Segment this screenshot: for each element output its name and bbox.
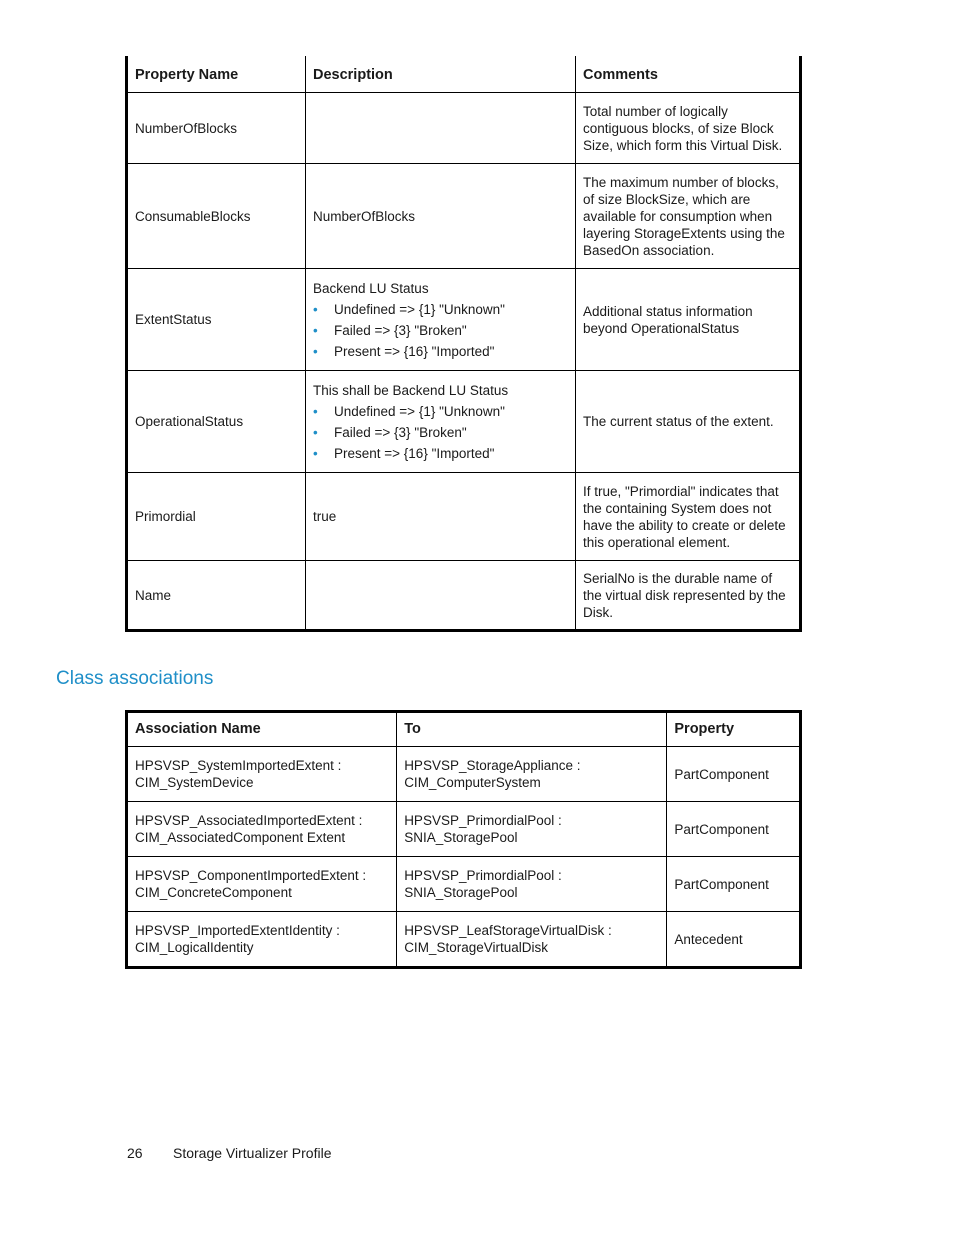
to-cell: HPSVSP_StorageAppliance : CIM_ComputerSystem xyxy=(397,747,667,802)
header-description: Description xyxy=(306,56,576,93)
to-cell: HPSVSP_PrimordialPool : SNIA_StoragePool xyxy=(397,857,667,912)
bullet-icon: • xyxy=(313,322,318,338)
bullet-icon: • xyxy=(313,424,318,440)
page-footer xyxy=(127,1145,331,1161)
section-heading: Class associations xyxy=(56,668,214,689)
comments-cell: Total number of logically contiguous blocks, of size Block Size, which form this Virtual Disk. xyxy=(576,93,801,164)
comments-cell: If true, "Primordial" indicates that the containing System does not have the ability to create or delete this operational element. xyxy=(576,473,801,561)
to-cell: HPSVSP_LeafStorageVirtualDisk : CIM_StorageVirtualDisk xyxy=(397,912,667,968)
property-name-cell: Name xyxy=(127,561,306,631)
property-cell: PartComponent xyxy=(667,802,801,857)
properties-header-row xyxy=(127,56,801,93)
association-name-cell: HPSVSP_SystemImportedExtent : CIM_SystemDevice xyxy=(127,747,397,802)
header-property-name: Property Name xyxy=(127,56,306,93)
table-row xyxy=(127,802,801,857)
property-cell: PartComponent xyxy=(667,747,801,802)
comments-cell: The current status of the extent. xyxy=(576,371,801,473)
list-item-text: Present => {16} "Imported" xyxy=(334,343,495,359)
comments-cell: SerialNo is the durable name of the virtual disk represented by the Disk. xyxy=(576,561,801,631)
description-cell: true xyxy=(306,473,576,561)
bullet-icon: • xyxy=(313,301,318,317)
list-item xyxy=(313,343,568,360)
description-cell: NumberOfBlocks xyxy=(306,164,576,269)
list-item-text: Failed => {3} "Broken" xyxy=(334,322,467,338)
description-cell xyxy=(306,269,576,371)
property-name-cell: NumberOfBlocks xyxy=(127,93,306,164)
header-comments: Comments xyxy=(576,56,801,93)
table-row xyxy=(127,747,801,802)
list-item xyxy=(313,424,568,441)
list-item xyxy=(313,403,568,420)
associations-header-row xyxy=(127,712,801,747)
association-name-cell: HPSVSP_ImportedExtentIdentity : CIM_LogicalIdentity xyxy=(127,912,397,968)
table-row xyxy=(127,269,801,371)
association-name-cell: HPSVSP_ComponentImportedExtent : CIM_ConcreteComponent xyxy=(127,857,397,912)
description-text: This shall be Backend LU Status xyxy=(313,382,509,398)
status-list xyxy=(313,301,568,360)
to-cell: HPSVSP_PrimordialPool : SNIA_StoragePool xyxy=(397,802,667,857)
description-cell xyxy=(306,371,576,473)
description-cell xyxy=(306,561,576,631)
list-item-text: Failed => {3} "Broken" xyxy=(334,424,467,440)
association-name-cell: HPSVSP_AssociatedImportedExtent : CIM_AssociatedComponent Extent xyxy=(127,802,397,857)
header-to: To xyxy=(397,712,667,747)
list-item-text: Undefined => {1} "Unknown" xyxy=(334,301,505,317)
property-name-cell: ConsumableBlocks xyxy=(127,164,306,269)
table-row xyxy=(127,912,801,968)
property-name-cell: Primordial xyxy=(127,473,306,561)
table-row xyxy=(127,857,801,912)
page-number: 26 xyxy=(127,1145,143,1161)
table-row xyxy=(127,561,801,631)
comments-cell: The maximum number of blocks, of size BlockSize, which are available for consumption when layering StorageExtents using the BasedOn association. xyxy=(576,164,801,269)
associations-table xyxy=(125,710,802,969)
property-cell: PartComponent xyxy=(667,857,801,912)
property-name-cell: ExtentStatus xyxy=(127,269,306,371)
list-item xyxy=(313,445,568,462)
bullet-icon: • xyxy=(313,343,318,359)
table-row xyxy=(127,93,801,164)
description-cell xyxy=(306,93,576,164)
description-text: Backend LU Status xyxy=(313,280,429,296)
table-row xyxy=(127,164,801,269)
comments-cell: Additional status information beyond OperationalStatus xyxy=(576,269,801,371)
header-association-name: Association Name xyxy=(127,712,397,747)
table-row xyxy=(127,473,801,561)
list-item-text: Present => {16} "Imported" xyxy=(334,445,495,461)
property-name-cell: OperationalStatus xyxy=(127,371,306,473)
list-item-text: Undefined => {1} "Unknown" xyxy=(334,403,505,419)
footer-title: Storage Virtualizer Profile xyxy=(173,1145,332,1161)
status-list xyxy=(313,403,568,462)
property-cell: Antecedent xyxy=(667,912,801,968)
properties-table xyxy=(125,56,802,632)
bullet-icon: • xyxy=(313,445,318,461)
list-item xyxy=(313,322,568,339)
list-item xyxy=(313,301,568,318)
bullet-icon: • xyxy=(313,403,318,419)
header-property: Property xyxy=(667,712,801,747)
table-row xyxy=(127,371,801,473)
